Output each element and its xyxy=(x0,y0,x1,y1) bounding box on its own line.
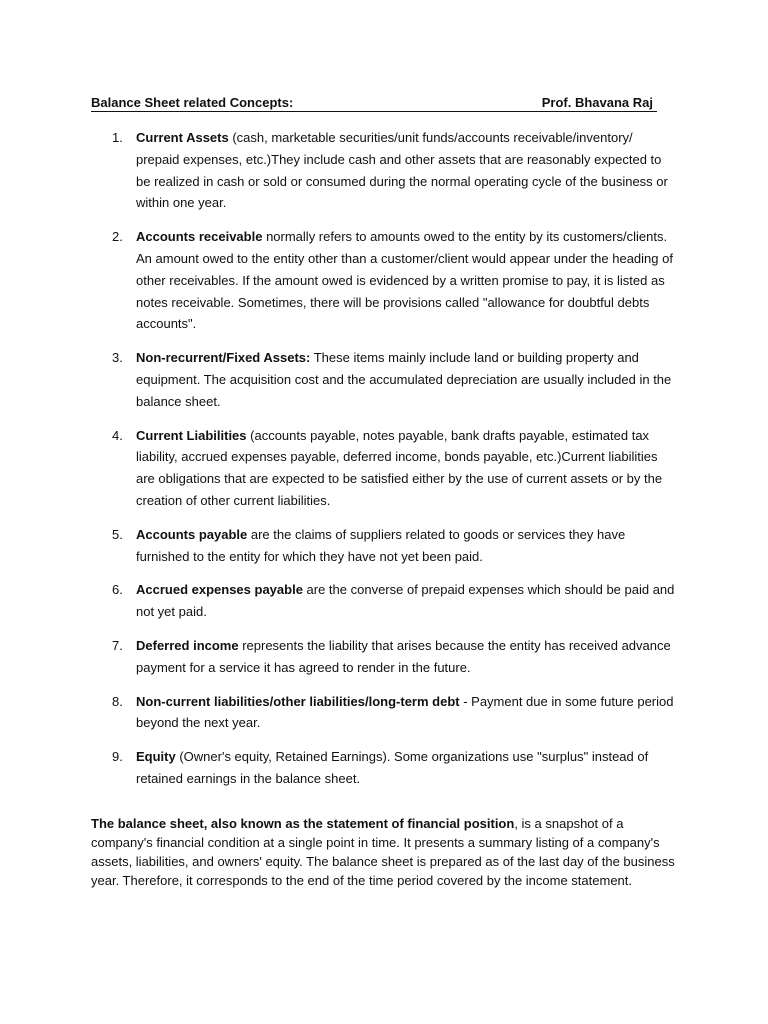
item-text: These items mainly include land or building property and equipment. The acquisition cost and the accumulated depreciation are usually included in the balance sheet. xyxy=(136,350,672,409)
item-text: represents the liability that arises because the entity has received advance payment for a service it has agreed to render in the future. xyxy=(136,637,671,675)
item-term: Deferred income xyxy=(136,637,239,653)
item-number: 1. xyxy=(112,130,123,145)
item-text: (accounts payable, notes payable, bank drafts payable, estimated tax liability, accrued expenses payable, deferred income, bonds payable, etc.)Current liabilities are obligations that are expected to be satisfied either by the use of current assets or by the creation of other current liabilities. xyxy=(136,427,663,508)
item-text: - Payment due in some future period beyond the next year. xyxy=(136,693,674,731)
summary-paragraph xyxy=(91,814,681,890)
document-header xyxy=(91,94,657,112)
item-text: normally refers to amounts owed to the entity by its customers/clients. An amount owed to the entity other than a customer/client would appear under the heading of other receivables. If the amount owed is evidenced by a written promise to pay, it is listed as notes receivable. Sometimes, there will be provisions called "allowance for doubtful debts accounts". xyxy=(136,229,673,332)
item-number: 4. xyxy=(112,427,123,443)
list-item xyxy=(0,226,768,335)
item-term: Current Liabilities xyxy=(136,427,247,443)
list-item xyxy=(0,635,768,679)
item-number: 3. xyxy=(112,350,123,366)
concepts-list xyxy=(0,127,768,790)
item-term: Accounts payable xyxy=(136,526,248,542)
item-term: Equity xyxy=(136,749,176,765)
item-number: 6. xyxy=(112,582,123,598)
list-item xyxy=(0,691,768,735)
item-number: 5. xyxy=(112,526,123,542)
item-number: 2. xyxy=(112,229,123,245)
item-term: Accrued expenses payable xyxy=(136,582,303,598)
list-item xyxy=(0,425,768,512)
list-item xyxy=(0,524,768,568)
item-text: are the claims of suppliers related to goods or services they have furnished to the entity for which they have not yet been paid. xyxy=(136,526,626,564)
item-number: 8. xyxy=(112,693,123,709)
item-term: Non-recurrent/Fixed Assets: xyxy=(136,350,311,366)
list-item xyxy=(0,127,768,214)
item-text: (cash, marketable securities/unit funds/accounts receivable/inventory/ prepaid expenses, etc.)They include cash and other assets that are reasonably expected to be realized in cash or sold or consumed during the normal operating cycle of the business or within one year. xyxy=(136,130,668,211)
item-number: 9. xyxy=(112,749,123,765)
item-term: Accounts receivable xyxy=(136,229,263,245)
list-item xyxy=(0,347,768,412)
summary-text: , is a snapshot of a company's financial condition at a single point in time. It presents a summary listing of a company's assets, liabilities, and owners' equity. The balance sheet is prepared as of the last day of the business year. Therefore, it corresponds to the end of the time period covered by the income statement. xyxy=(91,816,675,888)
summary-lead: The balance sheet, also known as the statement of financial position xyxy=(91,816,515,831)
item-term: Non-current liabilities/other liabilities/long-term debt xyxy=(136,693,460,709)
item-text: are the converse of prepaid expenses which should be paid and not yet paid. xyxy=(136,582,675,620)
header-author: Prof. Bhavana Raj xyxy=(541,95,653,110)
header-title: Balance Sheet related Concepts: xyxy=(91,95,294,110)
item-number: 7. xyxy=(112,637,123,653)
item-term: Current Assets xyxy=(136,130,229,145)
list-item xyxy=(0,579,768,623)
list-item xyxy=(0,746,768,790)
item-text: (Owner's equity, Retained Earnings). Some organizations use "surplus" instead of retained earnings in the balance sheet. xyxy=(136,749,649,786)
